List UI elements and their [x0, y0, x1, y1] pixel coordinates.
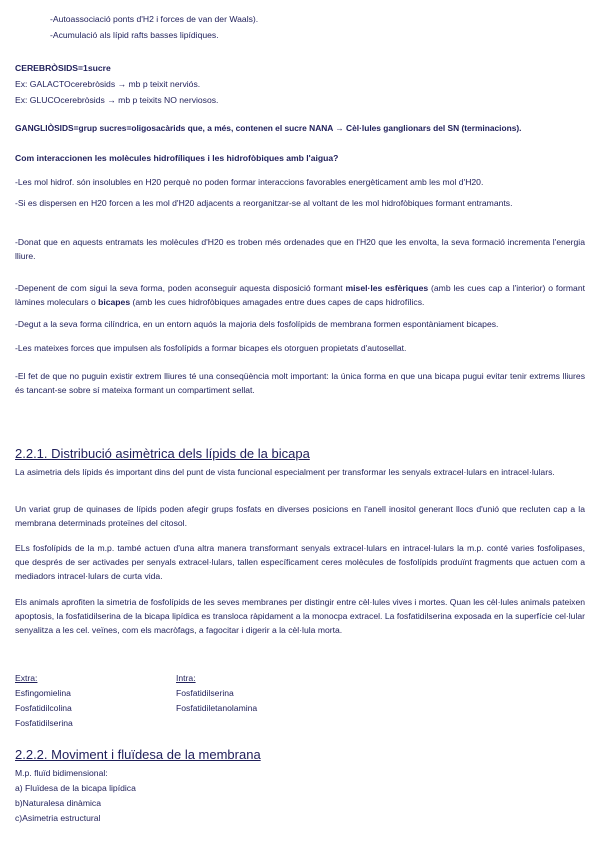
paragraph: -Les mol hidrof. són insolubles en H20 perquè no poden formar interaccions favorables energèticament amb les mol d'H20.	[15, 177, 484, 187]
intra-label: Intra:	[176, 673, 196, 683]
fluidity-list	[15, 766, 315, 826]
paragraph	[15, 281, 585, 309]
paragraph: Un variat grup de quinases de lípids poden afegir grups fosfats en diverses posicions en l'anell inositol generant llocs d'unió que recluten cap a la membrana determinads proteïnes del citosol.	[15, 504, 585, 528]
question-heading: Com interaccionen les molècules hidrofíliques i les hidrofòbiques amb l'aigua?	[15, 153, 339, 163]
paragraph: La asimetria dels lípids és important dins del punt de vista funcional especialment per transformar les senyals extracel·lulars en intracel·lulars.	[15, 467, 555, 477]
list-intro: M.p. fluïd bidimensional:	[15, 768, 108, 778]
paragraph: -Donat que en aquests entramats les molècules d'H20 es troben més ordenades que en l'H20 que les envolta, la seva formació incrementa l'energia lliure.	[15, 237, 585, 261]
paragraph: -Les mateixes forces que impulsen als fosfolípids a formar bicapes els otorguen propietats d'autosellat.	[15, 343, 407, 353]
cerebrosids-heading: CEREBRÒSIDS=1sucre	[15, 63, 111, 73]
extra-label: Extra:	[15, 673, 38, 683]
list-item: -Autoassociació ponts d'H2 i forces de van der Waals).	[50, 14, 259, 24]
list-item: a) Fluïdesa de la bicapa lipídica	[15, 783, 136, 793]
paragraph: ELs fosfolípids de la m.p. també actuen d'una altra manera transformant senyals extracel·lulars en intracel·lulars la m.p. conté varies fosfolipases, que després de ser activades per senyals extracel·lulars, tallen específicament ceres molècules de fosfolípids produïnt fragments que actuen com a mediadors intracel·lulars de curta vida.	[15, 543, 585, 581]
list-item: Fosfatidilcolina	[15, 703, 72, 713]
list-item: Fosfatidilserina	[176, 688, 234, 698]
paragraph: -Si es dispersen en H20 forcen a les mol d'H20 adjacents a reorganitzar-se al voltant de les mol hidrofòbiques formant entramants.	[15, 198, 513, 208]
section-title: 2.2.2. Moviment i fluïdesa de la membrana	[15, 747, 261, 762]
list-item: b)Naturalesa dinàmica	[15, 798, 101, 808]
cerebrosids-block	[15, 61, 585, 107]
paragraph: -El fet de que no puguin existir extrem lliures té una conseqüència molt important: la única forma en que una bicapa pugui evitar tenir extrems lliures és tancant-se sobre sí mateixa formant un compartiment sellat.	[15, 371, 585, 395]
list-item: Esfingomielina	[15, 688, 71, 698]
section-title: 2.2.1. Distribució asimètrica dels lípids de la bicapa	[15, 446, 310, 461]
intro-list	[50, 12, 570, 42]
extra-list	[15, 671, 165, 731]
gangliosids-text: GANGLIÒSIDS=grup sucres=oligosacàrids que, a més, contenen el sucre NANA → Cèl·lules ganglionars del SN (terminacions).	[15, 123, 522, 133]
list-item: -Acumulació als lípid rafts basses lipídiques.	[50, 30, 219, 40]
paragraph-text: -Depenent de com sigui la seva forma, poden aconseguir aquesta disposició formant misel·les esfèriques (amb les cues cap a l'interior) o formant làmines moleculars o bicapes (amb les cues hidrofòbiques amagades entre dues capes de caps hidrofílics.	[15, 283, 586, 307]
paragraph: -Degut a la seva forma cilíndrica, en un entorn aquós la majoria dels fosfolípids de membrana formen espontàniament bicapes.	[15, 319, 499, 329]
intra-list	[176, 671, 376, 716]
cerebrosids-example: Ex: GLUCOcerebròsids → mb p teixits NO nerviosos.	[15, 95, 219, 105]
list-item: c)Asimetria estructural	[15, 813, 101, 823]
cerebrosids-example: Ex: GALACTOcerebròsids → mb p teixit nerviós.	[15, 79, 201, 89]
paragraph: Els animals aprofiten la simetria de fosfolípids de les seves membranes per distingir entre cèl·lules vives i mortes. Quan les cèl·lules animals pateixen apoptosis, la fosfatidilserina de la bicapa lipídica es transloca ràpidament a la monocpa extracel. La fosfatidilserina exposada en la superfície cel·lular senyalitza a les cel. veïnes, com els macròfags, a fagocitar i digerir a la cèl·lula morta.	[15, 597, 585, 635]
list-item: Fosfatidilserina	[15, 718, 73, 728]
list-item: Fosfatidiletanolamina	[176, 703, 258, 713]
